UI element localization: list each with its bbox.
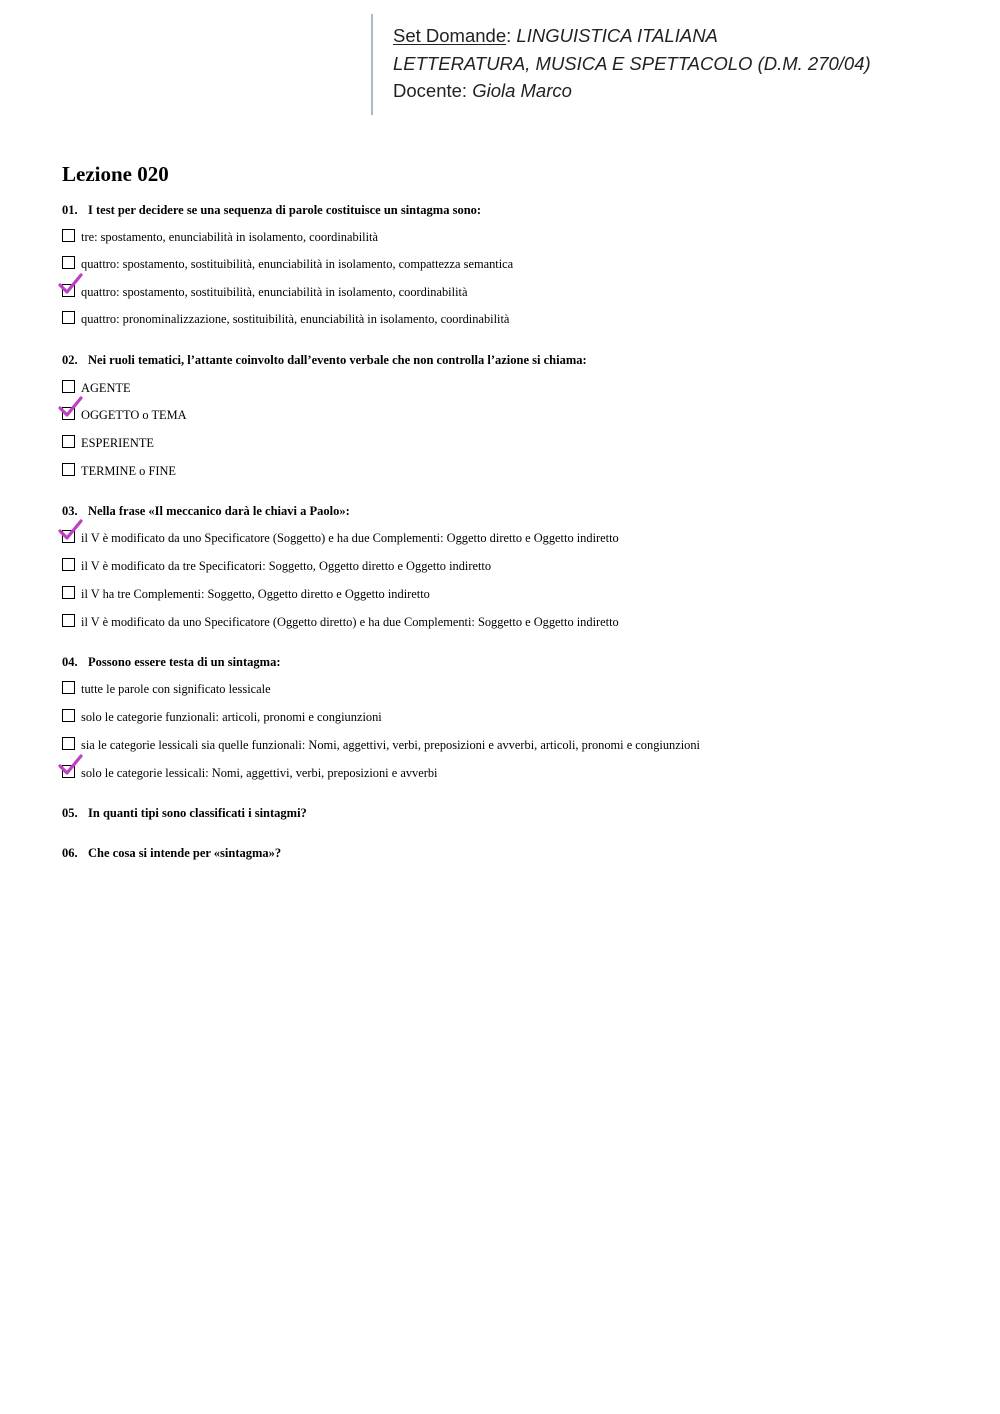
question-title xyxy=(62,352,587,368)
checkbox[interactable] xyxy=(62,737,75,750)
answer-text: quattro: pronominalizzazione, sostituibilità, enunciabilità in isolamento, coordinabilità xyxy=(81,312,510,326)
checkbox[interactable] xyxy=(62,681,75,694)
answer-text: quattro: spostamento, sostituibilità, enunciabilità in isolamento, coordinabilità xyxy=(81,285,468,299)
teacher-name: Giola Marco xyxy=(472,80,572,101)
answer-text: il V è modificato da uno Specificatore (Soggetto) e ha due Complementi: Oggetto diretto e Oggetto indiretto xyxy=(81,531,619,545)
question-text: I test per decidere se una sequenza di parole costituisce un sintagma sono: xyxy=(88,203,482,217)
question-title xyxy=(62,845,281,861)
header-line-set xyxy=(393,22,953,50)
header-divider xyxy=(371,14,373,115)
checkmark-icon xyxy=(59,519,83,541)
answer-text: tre: spostamento, enunciabilità in isolamento, coordinabilità xyxy=(81,230,378,244)
answer-text: solo le categorie lessicali: Nomi, aggettivi, verbi, preposizioni e avverbi xyxy=(81,766,438,780)
set-separator: : xyxy=(506,25,517,46)
answer-text: sia le categorie lessicali sia quelle funzionali: Nomi, aggettivi, verbi, preposizioni e avverbi, articoli, pronomi e congiunzioni xyxy=(81,738,700,752)
document-header xyxy=(393,22,953,105)
answer-text: quattro: spostamento, sostituibilità, enunciabilità in isolamento, compattezza semantica xyxy=(81,257,514,271)
question-number: 01. xyxy=(62,203,78,217)
checkbox[interactable] xyxy=(62,558,75,571)
question-text: Che cosa si intende per «sintagma»? xyxy=(88,846,282,860)
checkbox[interactable] xyxy=(62,709,75,722)
checkmark-icon xyxy=(59,396,83,418)
question-text: Nei ruoli tematici, l’attante coinvolto dall’evento verbale che non controlla l’azione si chiama: xyxy=(88,353,587,367)
teacher-label: Docente: xyxy=(393,80,473,101)
checkmark-icon xyxy=(59,273,83,295)
question-text: Possono essere testa di un sintagma: xyxy=(88,655,281,669)
answer-text: il V è modificato da tre Specificatori: Soggetto, Oggetto diretto e Oggetto indiretto xyxy=(81,559,492,573)
top-running-mark xyxy=(488,0,512,4)
question-title xyxy=(62,654,280,670)
checkbox[interactable] xyxy=(62,380,75,393)
checkbox[interactable] xyxy=(62,229,75,242)
checkbox[interactable] xyxy=(62,435,75,448)
answer-text: il V è modificato da uno Specificatore (Oggetto diretto) e ha due Complementi: Soggetto e Oggetto indiretto xyxy=(81,615,619,629)
lesson-title: Lezione 020 xyxy=(62,162,169,186)
question-text: Nella frase «Il meccanico darà le chiavi a Paolo»: xyxy=(88,504,350,518)
set-label: Set Domande xyxy=(393,25,507,46)
answer-text: il V ha tre Complementi: Soggetto, Oggetto diretto e Oggetto indiretto xyxy=(81,587,430,601)
header-line-teacher xyxy=(393,77,953,105)
answer-text: solo le categorie funzionali: articoli, pronomi e congiunzioni xyxy=(81,710,382,724)
checkmark-icon xyxy=(59,754,83,776)
question-title xyxy=(62,503,350,519)
checkbox[interactable] xyxy=(62,311,75,324)
checkbox[interactable] xyxy=(62,586,75,599)
question-number: 04. xyxy=(62,655,78,669)
question-number: 05. xyxy=(62,806,78,820)
course-name: LETTERATURA, MUSICA E SPETTACOLO (D.M. 270/04) xyxy=(393,52,871,74)
answer-text: OGGETTO o TEMA xyxy=(81,408,187,422)
question-title xyxy=(62,805,307,821)
question-number: 03. xyxy=(62,504,78,518)
answer-text: tutte le parole con significato lessicale xyxy=(81,682,271,696)
checkbox[interactable] xyxy=(62,256,75,269)
checkbox[interactable] xyxy=(62,614,75,627)
question-number: 02. xyxy=(62,353,78,367)
checkbox[interactable] xyxy=(62,463,75,476)
subject-name: LINGUISTICA ITALIANA xyxy=(516,25,718,46)
question-number: 06. xyxy=(62,846,78,860)
question-text: In quanti tipi sono classificati i sintagmi? xyxy=(88,806,307,820)
answer-text: AGENTE xyxy=(81,381,131,395)
answer-text: ESPERIENTE xyxy=(81,436,154,450)
question-title xyxy=(62,202,481,218)
answer-text: TERMINE o FINE xyxy=(81,464,176,478)
